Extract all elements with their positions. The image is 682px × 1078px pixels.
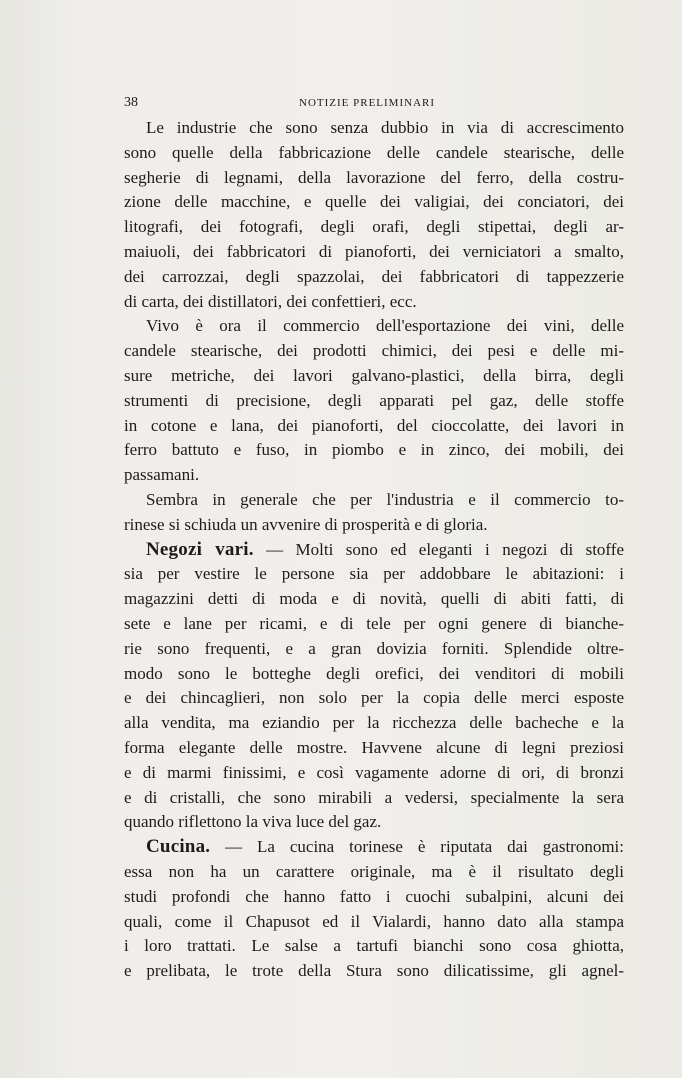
text-line: strumenti di precisione, degli apparati pel gaz, delle stoffe (124, 390, 624, 410)
text-line: alla vendita, ma eziandio per la ricchezza delle bacheche e la (124, 713, 624, 733)
text-line: magazzini detti di moda e di novità, quelli di abiti fatti, di (124, 589, 624, 609)
text-line: di carta, dei distillatori, dei confettieri, ecc. (124, 291, 417, 311)
text-line: modo sono le botteghe degli orefici, dei venditori di mobili (124, 663, 624, 683)
text-line: forma elegante delle mostre. Havvene alcune di legni preziosi (124, 737, 624, 757)
text-line: studi profondi che hanno fatto i cuochi subalpini, alcuni dei (124, 886, 624, 906)
text-line: passamani. (124, 465, 200, 485)
text-line: sia per vestire le persone sia per addobbare le abitazioni: i (124, 564, 624, 584)
section-title-negozi: Negozi vari. (146, 538, 254, 560)
text-line: rie sono frequenti, e a gran dovizia forniti. Splendide oltre- (124, 638, 624, 658)
text-line: in cotone e lana, dei pianoforti, del cioccolatte, dei lavori in (124, 415, 624, 435)
text-line: sono quelle della fabbricazione delle candele stearische, delle (124, 142, 624, 162)
text-line: Sembra in generale che per l'industria e il commercio to- (146, 489, 624, 509)
text-line: e di cristalli, che sono mirabili a vedersi, specialmente la sera (124, 787, 624, 807)
text-line: segherie di legnami, della lavorazione del ferro, della costru- (124, 167, 624, 187)
page-number: 38 (124, 95, 138, 110)
text-line: i loro trattati. Le salse a tartufi bianchi sono cosa ghiotta, (124, 936, 624, 956)
text-line: Le industrie che sono senza dubbio in via di accrescimento (146, 118, 624, 137)
text-line: Negozi vari. — Molti sono ed eleganti i negozi di stoffe (146, 538, 624, 560)
text-line: candele stearische, dei prodotti chimici, dei pesi e delle mi- (124, 341, 624, 361)
text-line: litografi, dei fotografi, degli orafi, degli stipettai, degli ar- (124, 217, 624, 237)
text-line: dei carrozzai, degli spazzolai, dei fabbricatori di tappezzerie (124, 266, 624, 286)
running-head: NOTIZIE PRELIMINARI (299, 97, 436, 109)
text-line: essa non ha un carattere originale, ma è il risultato degli (124, 861, 624, 881)
section-title-cucina: Cucina. (146, 836, 211, 858)
text-line: sete e lane per ricami, e di tele per ogni genere di bianche- (124, 613, 624, 633)
text-line: zione delle macchine, e quelle dei valigiai, dei conciatori, dei (124, 192, 624, 212)
page-header (124, 94, 624, 112)
text-line: sure metriche, dei lavori galvano-plastici, della birra, degli (124, 365, 624, 385)
body-text (124, 116, 624, 984)
text-line: quando riflettono la viva luce del gaz. (124, 812, 382, 832)
text-line: Vivo è ora il commercio dell'esportazione dei vini, delle (146, 316, 624, 336)
text-line: e di marmi finissimi, e così vagamente adorne di ori, di bronzi (124, 762, 624, 782)
text-line: rinese si schiuda un avvenire di prosperità e di gloria. (124, 514, 488, 534)
text-line: e dei chincaglieri, non solo per la copia delle merci esposte (124, 688, 624, 708)
text-line: quali, come il Chapusot ed il Vialardi, hanno dato alla stampa (124, 911, 624, 931)
text-line: maiuoli, dei fabbricatori di pianoforti, dei verniciatori a smalto, (124, 241, 624, 261)
text-line: Cucina. — La cucina torinese è riputata dai gastronomi: (146, 836, 624, 858)
text-line: ferro battuto e fuso, in piombo e in zinco, dei mobili, dei (124, 440, 624, 460)
text-line: e prelibata, le trote della Stura sono dilicatissime, gli agnel- (124, 961, 624, 981)
